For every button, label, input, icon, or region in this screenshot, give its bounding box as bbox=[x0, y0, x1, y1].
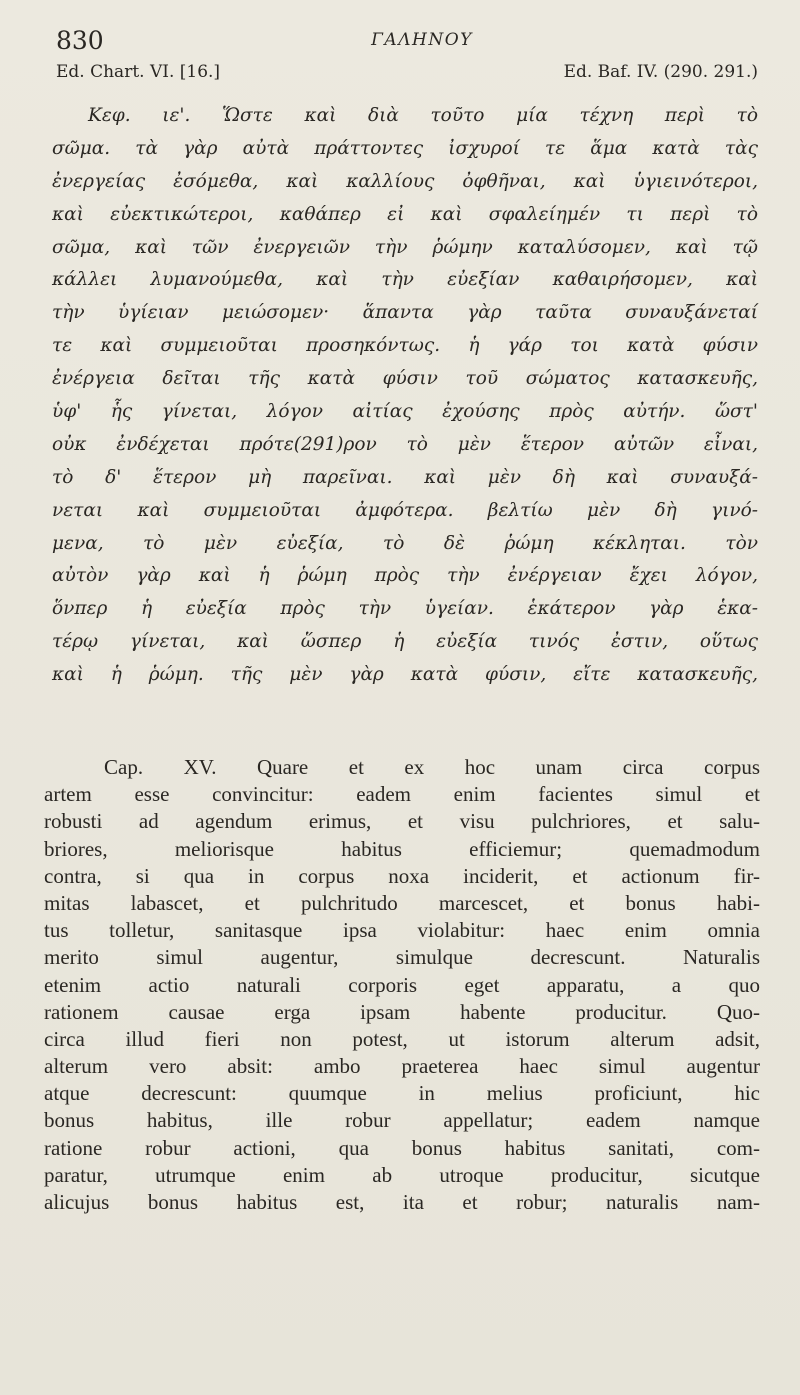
greek-line-1: Κεφ. ιε'. Ὥστε καὶ διὰ τοῦτο μία τέχνη περὶ τὸ bbox=[88, 105, 758, 126]
latin-line-15: ratione robur actioni, qua bonus habitus sanitati, com- bbox=[44, 1135, 760, 1160]
page-number: 830 bbox=[56, 26, 104, 55]
greek-line-18: καὶ ἡ ῥώμη. τῆς μὲν γὰρ κατὰ φύσιν, εἴτε κατασκευῆς, bbox=[52, 664, 758, 686]
greek-line-8: τε καὶ συμμειοῦται προσηκόντως. ἡ γάρ τοι κατὰ φύσιν bbox=[52, 335, 758, 357]
greek-line-14: μενα, τὸ μὲν εὐεξία, τὸ δὲ ῥώμη κέκληται. τὸν bbox=[52, 532, 758, 554]
greek-line-12: τὸ δ' ἕτερον μὴ παρεῖναι. καὶ μὲν δὴ καὶ συναυξά- bbox=[52, 466, 758, 488]
latin-line-14: bonus habitus, ille robur appellatur; eadem namque bbox=[44, 1108, 760, 1133]
latin-line-1: Cap. XV. Quare et ex hoc unam circa corpus bbox=[104, 755, 760, 780]
edition-reference-left: Ed. Chart. VI. [16.] bbox=[56, 62, 221, 82]
greek-line-13: νεται καὶ συμμειοῦται ἀμφότερα. βελτίω μὲν δὴ γινό- bbox=[52, 499, 758, 521]
latin-line-3: robusti ad agendum erimus, et visu pulchriores, et salu- bbox=[44, 809, 760, 834]
greek-line-16: ὅνπερ ἡ εὐεξία πρὸς τὴν ὑγείαν. ἑκάτερον γὰρ ἑκα- bbox=[52, 598, 758, 620]
greek-line-11: οὐκ ἐνδέχεται πρότε(291)ρον τὸ μὲν ἕτερον αὐτῶν εἶναι, bbox=[52, 433, 758, 455]
latin-line-8: merito simul augentur, simulque decrescunt. Naturalis bbox=[44, 945, 760, 970]
latin-line-9: etenim actio naturali corporis eget apparatu, a quo bbox=[44, 972, 760, 997]
latin-line-4: briores, meliorisque habitus efficiemur; quemadmodum bbox=[44, 836, 760, 861]
latin-line-2: artem esse convincitur: eadem enim facientes simul et bbox=[44, 782, 760, 807]
section-gap bbox=[44, 692, 760, 754]
greek-line-7: τὴν ὑγίειαν μειώσομεν· ἅπαντα γὰρ ταῦτα συναυξάνεταί bbox=[52, 302, 758, 324]
latin-line-13: atque decrescunt: quumque in melius proficiunt, hic bbox=[44, 1081, 760, 1106]
latin-line-11: circa illud fieri non potest, ut istorum alterum adsit, bbox=[44, 1026, 760, 1051]
greek-line-10: ὑφ' ἧς γίνεται, λόγον αἰτίας ἐχούσης πρὸς αὐτήν. ὥστ' bbox=[52, 401, 758, 423]
latin-line-6: mitas labascet, et pulchritudo marcescet, et bonus habi- bbox=[44, 890, 760, 915]
latin-line-10: rationem causae erga ipsam habente producitur. Quo- bbox=[44, 999, 760, 1024]
greek-line-5: σῶμα, καὶ τῶν ἐνεργειῶν τὴν ῥώμην καταλύσομεν, καὶ τῷ bbox=[52, 236, 758, 258]
latin-text-block bbox=[44, 754, 760, 1216]
edition-reference-right: Ed. Baf. IV. (290. 291.) bbox=[563, 62, 758, 82]
latin-line-7: tus tolletur, sanitasque ipsa violabitur: haec enim omnia bbox=[44, 918, 760, 943]
greek-text-block bbox=[44, 100, 760, 692]
greek-line-3: ἐνεργείας ἐσόμεθα, καὶ καλλίους ὀφθῆναι, καὶ ὑγιεινότεροι, bbox=[52, 170, 758, 192]
greek-line-9: ἐνέργεια δεῖται τῆς κατὰ φύσιν τοῦ σώματος κατασκευῆς, bbox=[52, 368, 758, 390]
running-head: ΓΑΛΗΝΟΥ bbox=[371, 30, 473, 50]
latin-line-12: alterum vero absit: ambo praeterea haec simul augentur bbox=[44, 1054, 760, 1079]
page-header bbox=[44, 22, 760, 62]
greek-line-6: κάλλει λυμανούμεθα, καὶ τὴν εὐεξίαν καθαιρήσομεν, καὶ bbox=[52, 269, 758, 291]
latin-line-5: contra, si qua in corpus noxa inciderit, et actionum fir- bbox=[44, 863, 760, 888]
greek-line-2: σῶμα. τὰ γὰρ αὐτὰ πράττοντες ἰσχυροί τε ἅμα κατὰ τὰς bbox=[52, 137, 758, 159]
greek-line-17: τέρῳ γίνεται, καὶ ὥσπερ ἡ εὐεξία τινός ἐστιν, οὕτως bbox=[52, 631, 758, 653]
latin-line-16: paratur, utrumque enim ab utroque producitur, sicutque bbox=[44, 1162, 760, 1187]
greek-line-4: καὶ εὐεκτικώτεροι, καθάπερ εἰ καὶ σφαλείημέν τι περὶ τὸ bbox=[52, 203, 758, 225]
greek-line-15: αὐτὸν γὰρ καὶ ἡ ῥώμη πρὸς τὴν ἐνέργειαν ἔχει λόγον, bbox=[52, 565, 758, 587]
edition-references bbox=[44, 62, 760, 96]
latin-line-17: alicujus bonus habitus est, ita et robur; naturalis nam- bbox=[44, 1190, 760, 1215]
